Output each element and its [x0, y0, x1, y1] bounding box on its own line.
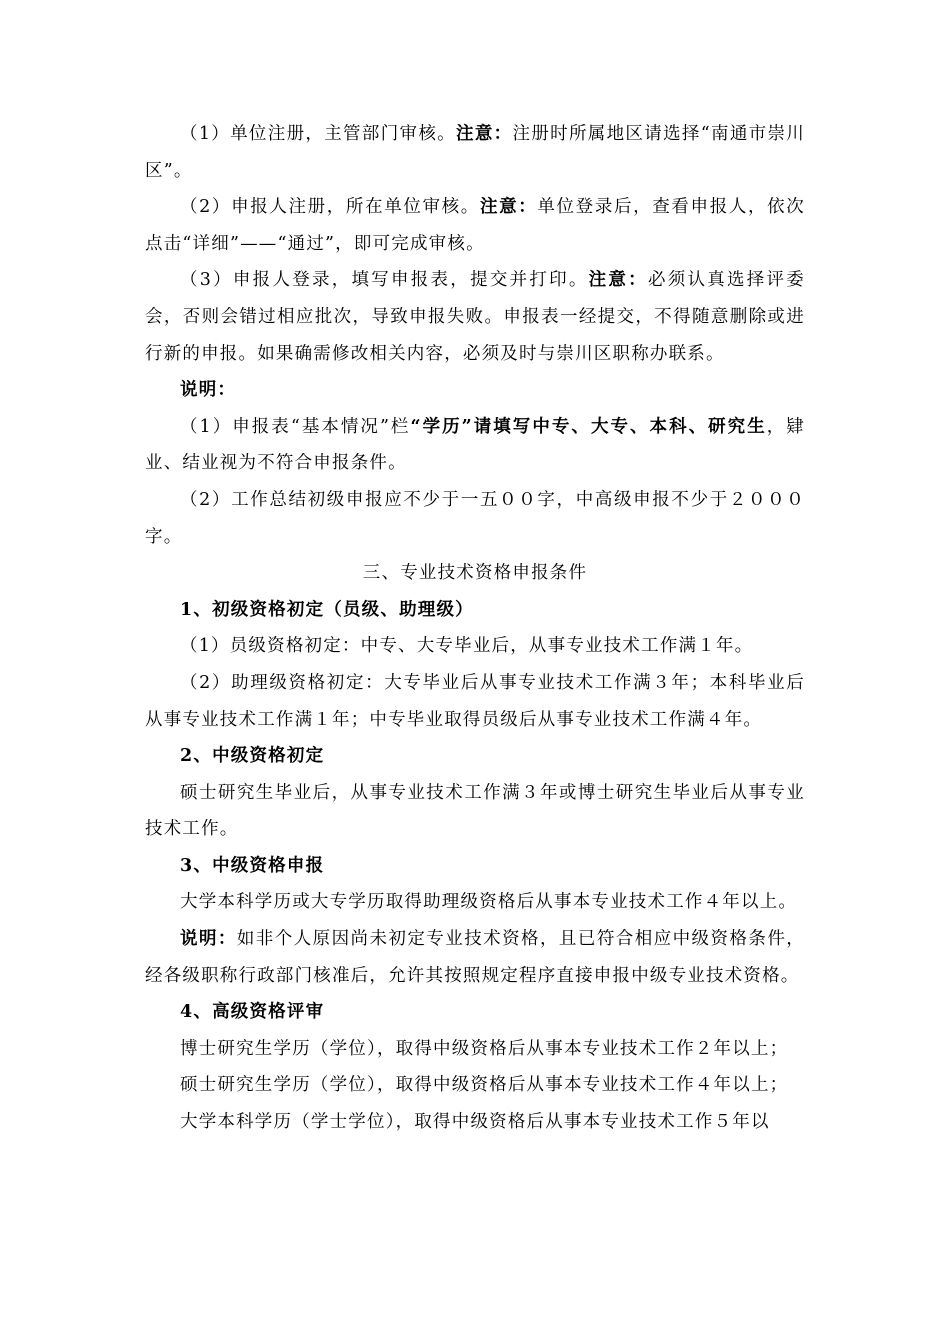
explain-1-suffix: ，肄业、结业视为不符合申报条件。 — [145, 416, 805, 474]
section-2-text: 硕士研究生毕业后，从事专业技术工作满３年或博士研究生毕业后从事专业技术工作。 — [145, 782, 805, 840]
section-3-note-paragraph — [145, 921, 805, 994]
step-3-text: （3）申报人登录，填写申报表，提交并打印。 — [180, 270, 589, 291]
section-3-text: 大学本科学历或大专学历取得助理级资格后从事本专业技术工作４年以上。 — [180, 892, 798, 913]
explain-2-paragraph: （2）工作总结初级申报应不少于一五００字，中高级申报不少于２０００字。 — [145, 489, 805, 547]
step-3-paragraph — [145, 262, 805, 372]
step-3-note: 必须认真选择评委会，否则会错过相应批次，导致申报失败。申报表一经提交，不得随意删除或进行新的申报。如果确需修改相关内容，必须及时与崇川区职称办联系。 — [145, 270, 805, 364]
section-3-note: 如非个人原因尚未初定专业技术资格，且已符合相应中级资格条件，经各级职称行政部门核准后，允许其按照规定程序直接申报中级专业技术资格。 — [145, 929, 805, 986]
step-1-note-label: 注意： — [456, 124, 513, 144]
explain-heading: 说明： — [180, 380, 237, 401]
explain-1-paragraph — [145, 409, 805, 482]
step-3-note-label: 注意： — [588, 270, 648, 291]
section-3-heading: 3、中级资格申报 — [180, 855, 325, 876]
section-title: 三、专业技术资格申报条件 — [362, 563, 588, 584]
explain-1-prefix: （1）申报表“基本情况”栏 — [180, 416, 411, 437]
step-2-paragraph — [145, 189, 805, 262]
section-3-note-label: 说明： — [180, 929, 237, 950]
step-1-paragraph — [145, 116, 805, 189]
section-4-text-3: 大学本科学历（学士学位），取得中级资格后从事本专业技术工作５年以 — [180, 1112, 770, 1133]
document-body — [145, 116, 805, 1141]
section-4-text-1: 博士研究生学历（学位），取得中级资格后从事本专业技术工作２年以上； — [180, 1038, 789, 1059]
step-2-text: （2）申报人注册，所在单位审核。 — [180, 197, 480, 218]
explain-1-bold: “学历”请填写中专、大专、本科、研究生 — [410, 416, 767, 437]
section-1-item-2: （2）助理级资格初定：大专毕业后从事专业技术工作满３年；本科毕业后从事专业技术工作满１年；中专毕业取得员级后从事专业技术工作满４年。 — [145, 672, 805, 730]
section-1-heading: 1、初级资格初定（员级、助理级） — [180, 599, 474, 620]
step-1-note: 注册时所属地区请选择“南通市崇川区”。 — [145, 124, 805, 181]
step-1-text: （1）单位注册，主管部门审核。 — [180, 124, 456, 144]
section-2-heading: 2、中级资格初定 — [180, 746, 325, 767]
section-1-item-1: （1）员级资格初定：中专、大专毕业后，从事专业技术工作满１年。 — [180, 636, 754, 657]
section-4-heading: 4、高级资格评审 — [180, 1002, 325, 1023]
step-2-note-label: 注意： — [479, 197, 538, 218]
section-4-text-2: 硕士研究生学历（学位），取得中级资格后从事本专业技术工作４年以上； — [180, 1075, 789, 1096]
step-2-note: 单位登录后，查看申报人，依次点击“详细”——“通过”，即可完成审核。 — [145, 197, 805, 254]
